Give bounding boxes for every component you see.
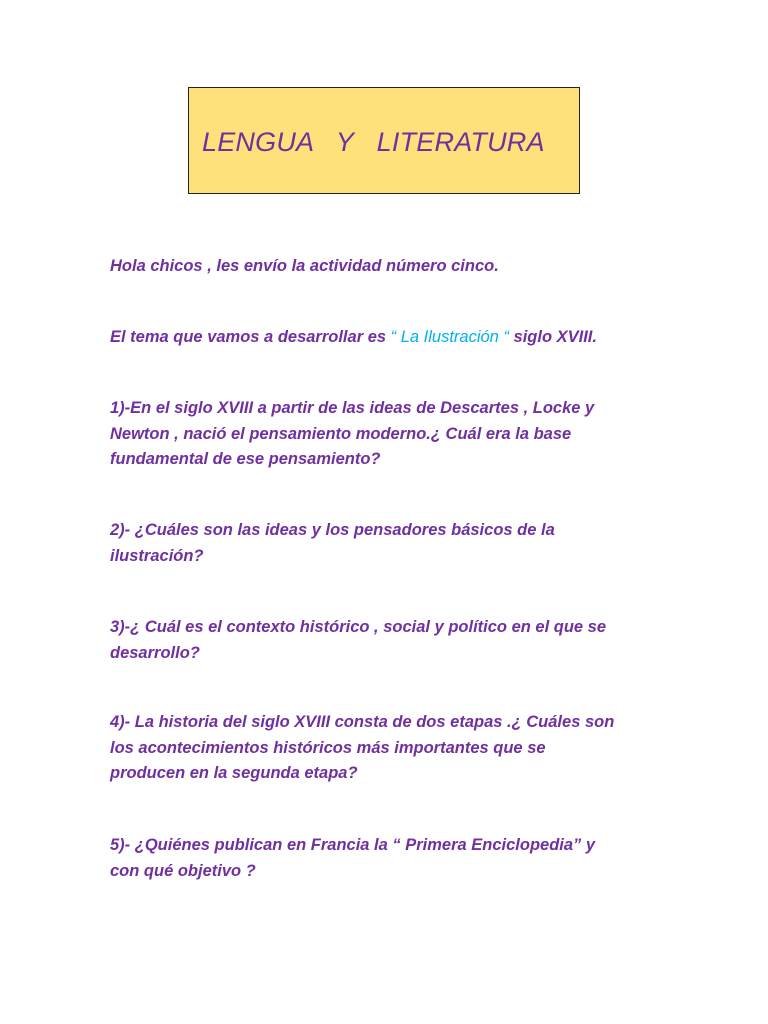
topic-highlight: “ La Ilustración “ xyxy=(390,328,509,346)
question-5: 5)- ¿Quiénes publican en Francia la “ Primera Enciclopedia” y con qué objetivo ? xyxy=(110,836,596,880)
question-3: 3)-¿ Cuál es el contexto histórico , social y político en el que se desarrollo? xyxy=(110,618,607,662)
page-title: LENGUA Y LITERATURA xyxy=(202,127,545,157)
question-1: 1)-En el siglo XVIII a partir de las ideas de Descartes , Locke y Newton , nació el pensamiento moderno.¿ Cuál era la base fundamental de ese pensamiento? xyxy=(110,399,595,468)
question-2: 2)- ¿Cuáles son las ideas y los pensadores básicos de la ilustración? xyxy=(110,521,555,565)
question-4: 4)- La historia del siglo XVIII consta de dos etapas .¿ Cuáles son los acontecimientos históricos más importantes que se producen en la segunda etapa? xyxy=(110,713,615,782)
title-box xyxy=(188,87,580,194)
topic-prefix: El tema que vamos a desarrollar es xyxy=(110,328,391,346)
greeting-text: Hola chicos , les envío la actividad número cinco. xyxy=(110,257,499,275)
topic-suffix: siglo XVIII. xyxy=(508,328,597,346)
topic-line xyxy=(110,325,670,351)
